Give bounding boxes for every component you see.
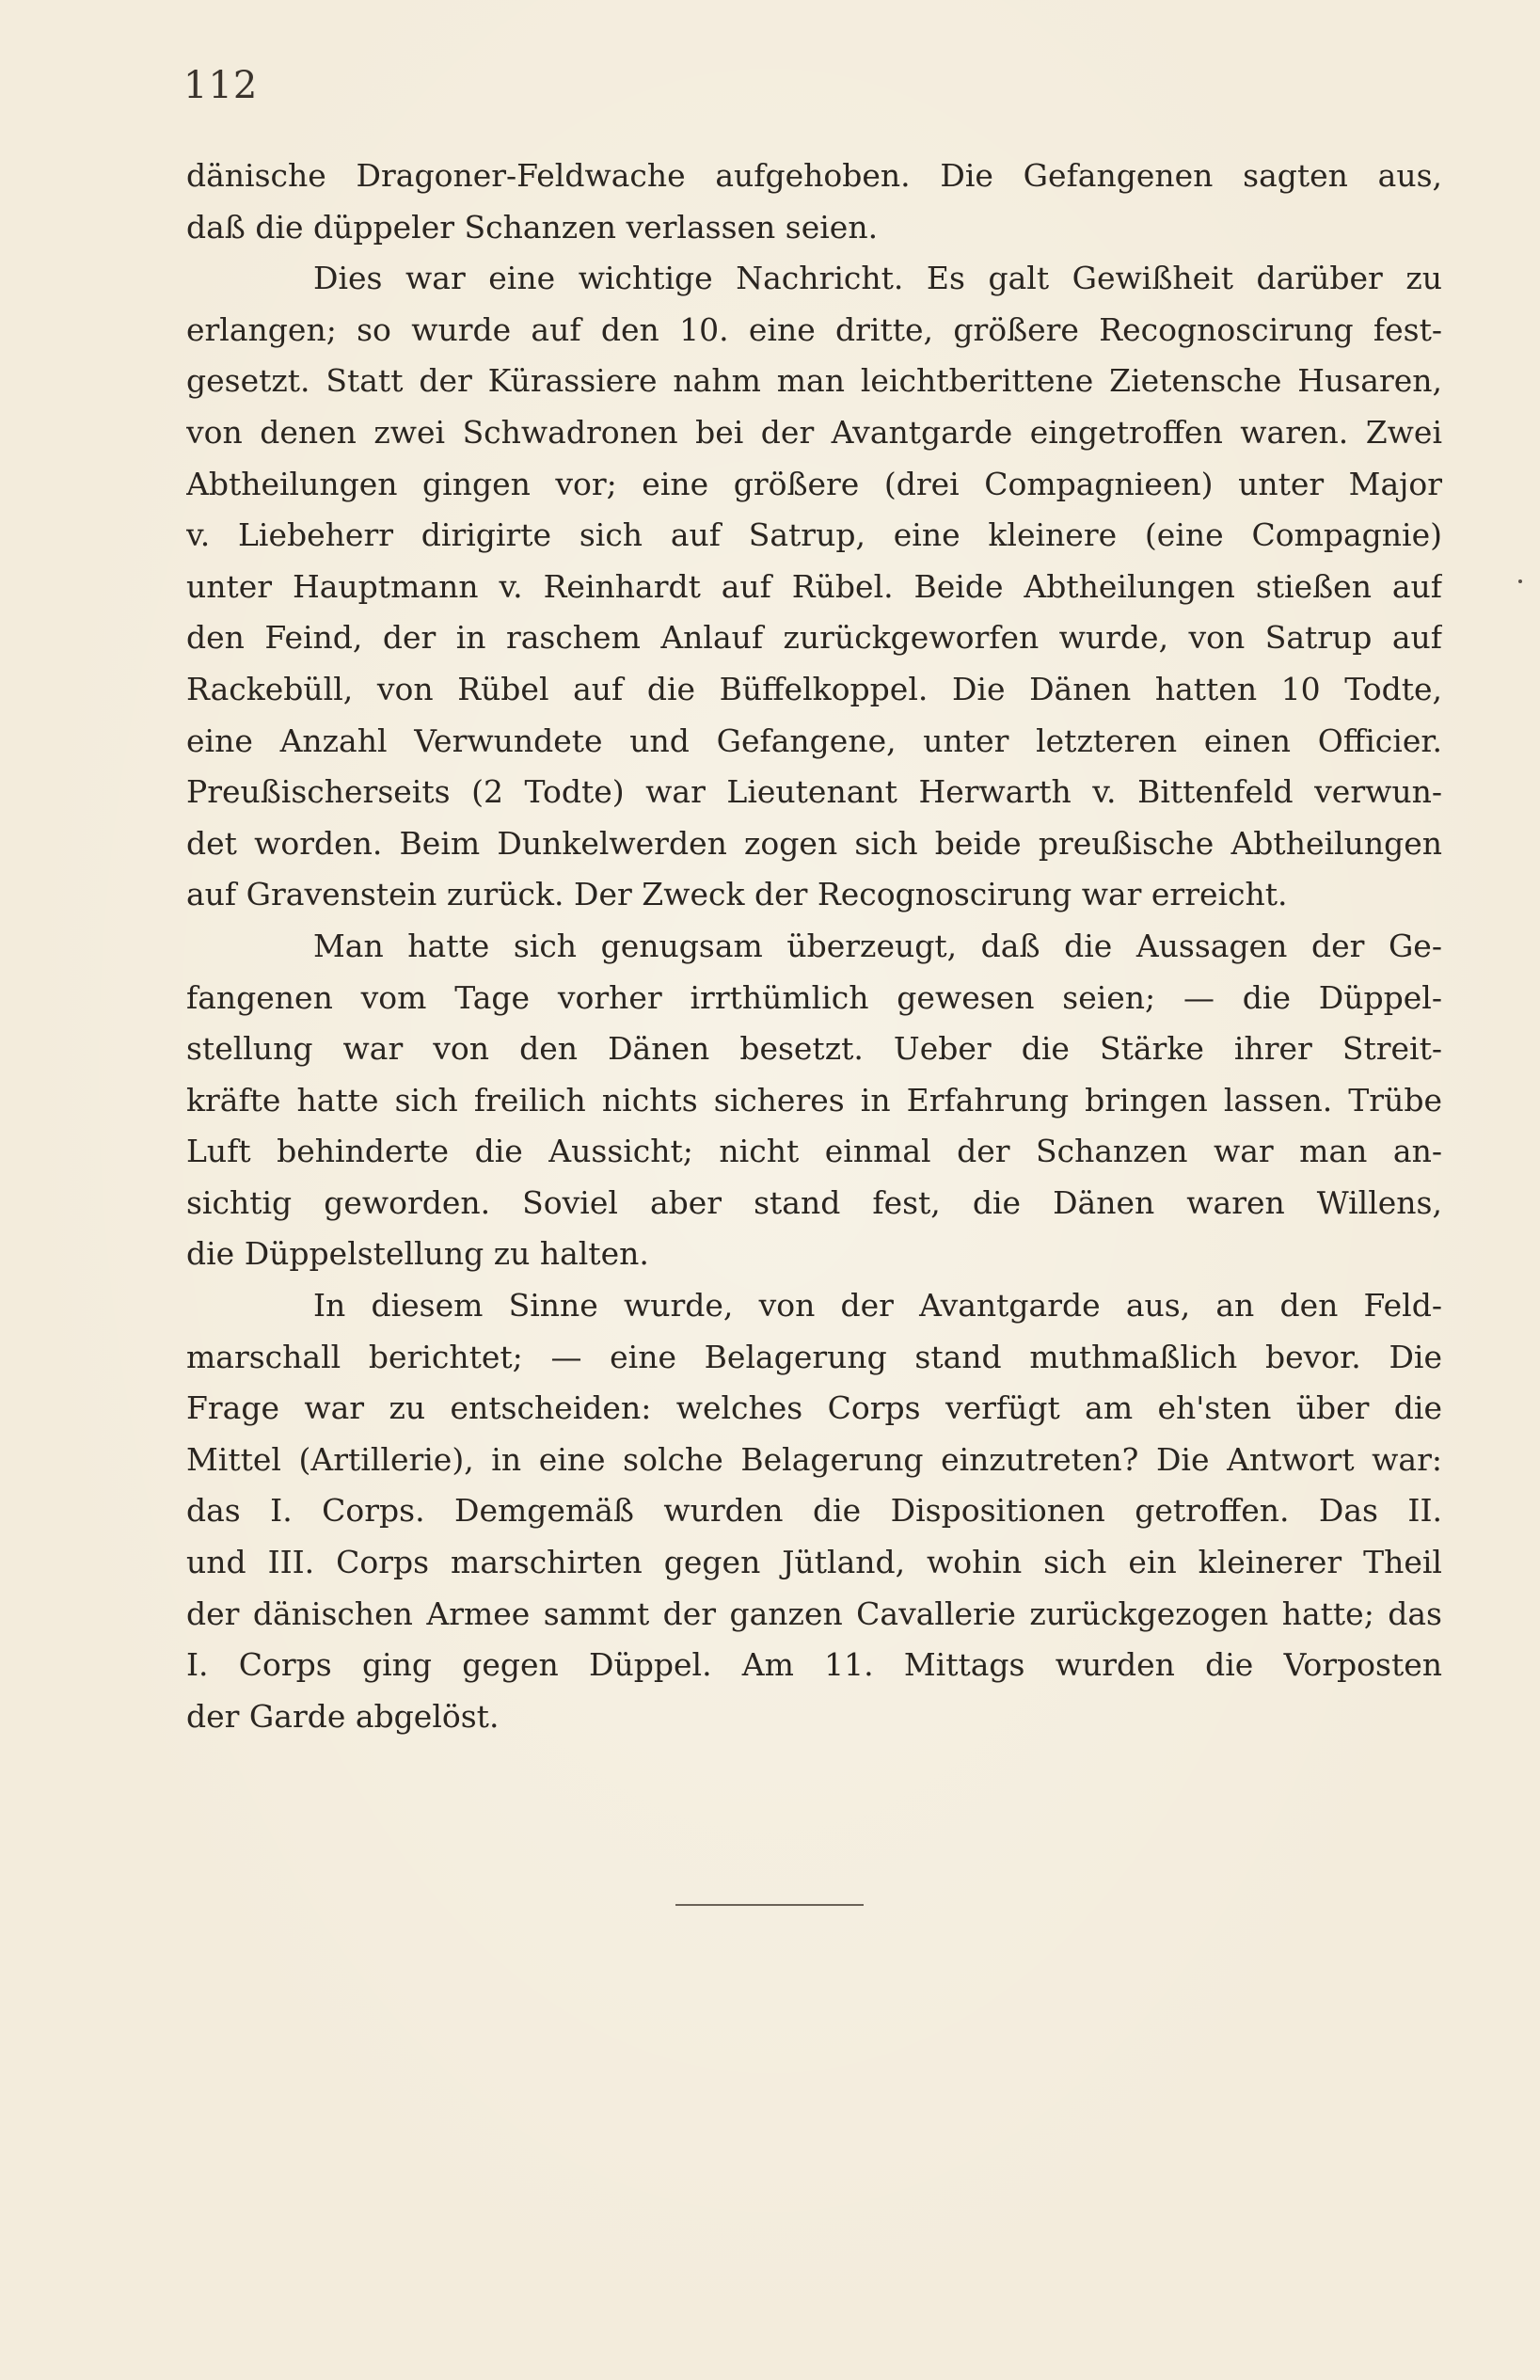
text-line: auf Gravenstein zurück. Der Zweck der Recognoscirung war erreicht.: [186, 876, 1288, 913]
text-line: und III. Corps marschirten gegen Jütland, wohin sich ein kleinerer Theil: [186, 1544, 1442, 1581]
text-line: daß die düppeler Schanzen verlassen seien.: [186, 208, 879, 246]
text-line: Rackebüll, von Rübel auf die Büffelkoppel. Die Dänen hatten 10 Todte,: [186, 670, 1442, 707]
text-line: Man hatte sich genugsam überzeugt, daß die Aussagen der Ge-: [313, 927, 1442, 964]
text-line: stellung war von den Dänen besetzt. Ueber die Stärke ihrer Streit-: [186, 1030, 1442, 1068]
page-number: 112: [183, 64, 259, 107]
text-line: I. Corps ging gegen Düppel. Am 11. Mittags wurden die Vorposten: [186, 1646, 1442, 1684]
text-line: gesetzt. Statt der Kürassiere nahm man leichtberittene Zietensche Husaren,: [186, 362, 1442, 400]
text-line: von denen zwei Schwadronen bei der Avantgarde eingetroffen waren. Zwei: [186, 413, 1442, 451]
body-text: [186, 151, 1442, 1742]
text-line: der Garde abgelöst.: [186, 1697, 500, 1735]
text-line: Luft behinderte die Aussicht; nicht einmal der Schanzen war man an-: [186, 1133, 1442, 1170]
text-line: kräfte hatte sich freilich nichts sicheres in Erfahrung bringen lassen. Trübe: [186, 1081, 1442, 1119]
text-line: marschall berichtet; — eine Belagerung stand muthmaßlich bevor. Die: [186, 1338, 1442, 1375]
text-line: Abtheilungen gingen vor; eine größere (drei Compagnieen) unter Major: [186, 465, 1442, 502]
text-line: In diesem Sinne wurde, von der Avantgarde aus, an den Feld-: [313, 1287, 1442, 1325]
margin-mark: [1518, 579, 1522, 583]
text-line: der dänischen Armee sammt der ganzen Cavallerie zurückgezogen hatte; das: [186, 1595, 1442, 1632]
section-divider: [675, 1904, 864, 1906]
text-line: unter Hauptmann v. Reinhardt auf Rübel. Beide Abtheilungen stießen auf: [186, 567, 1442, 605]
text-line: det worden. Beim Dunkelwerden zogen sich beide preußische Abtheilungen: [186, 824, 1442, 862]
text-line: das I. Corps. Demgemäß wurden die Dispositionen getroffen. Das II.: [186, 1492, 1442, 1530]
text-line: sichtig geworden. Soviel aber stand fest, die Dänen waren Willens,: [186, 1183, 1442, 1221]
text-line: die Düppelstellung zu halten.: [186, 1235, 649, 1273]
text-line: Preußischerseits (2 Todte) war Lieutenant Herwarth v. Bittenfeld verwun-: [186, 773, 1442, 811]
text-line: dänische Dragoner-Feldwache aufgehoben. Die Gefangenen sagten aus,: [186, 157, 1442, 194]
text-line: den Feind, der in raschem Anlauf zurückgeworfen wurde, von Satrup auf: [186, 619, 1442, 657]
text-line: Dies war eine wichtige Nachricht. Es galt Gewißheit darüber zu: [313, 260, 1442, 297]
text-line: Frage war zu entscheiden: welches Corps verfügt am eh'sten über die: [186, 1389, 1442, 1427]
text-line: erlangen; so wurde auf den 10. eine dritte, größere Recognoscirung fest-: [186, 310, 1442, 348]
text-line: fangenen vom Tage vorher irrthümlich gewesen seien; — die Düppel-: [186, 978, 1442, 1016]
text-line: Mittel (Artillerie), in eine solche Belagerung einzutreten? Die Antwort war:: [186, 1440, 1442, 1478]
text-line: v. Liebeherr dirigirte sich auf Satrup, eine kleinere (eine Compagnie): [186, 516, 1442, 554]
text-line: eine Anzahl Verwundete und Gefangene, unter letzteren einen Officier.: [186, 722, 1442, 759]
